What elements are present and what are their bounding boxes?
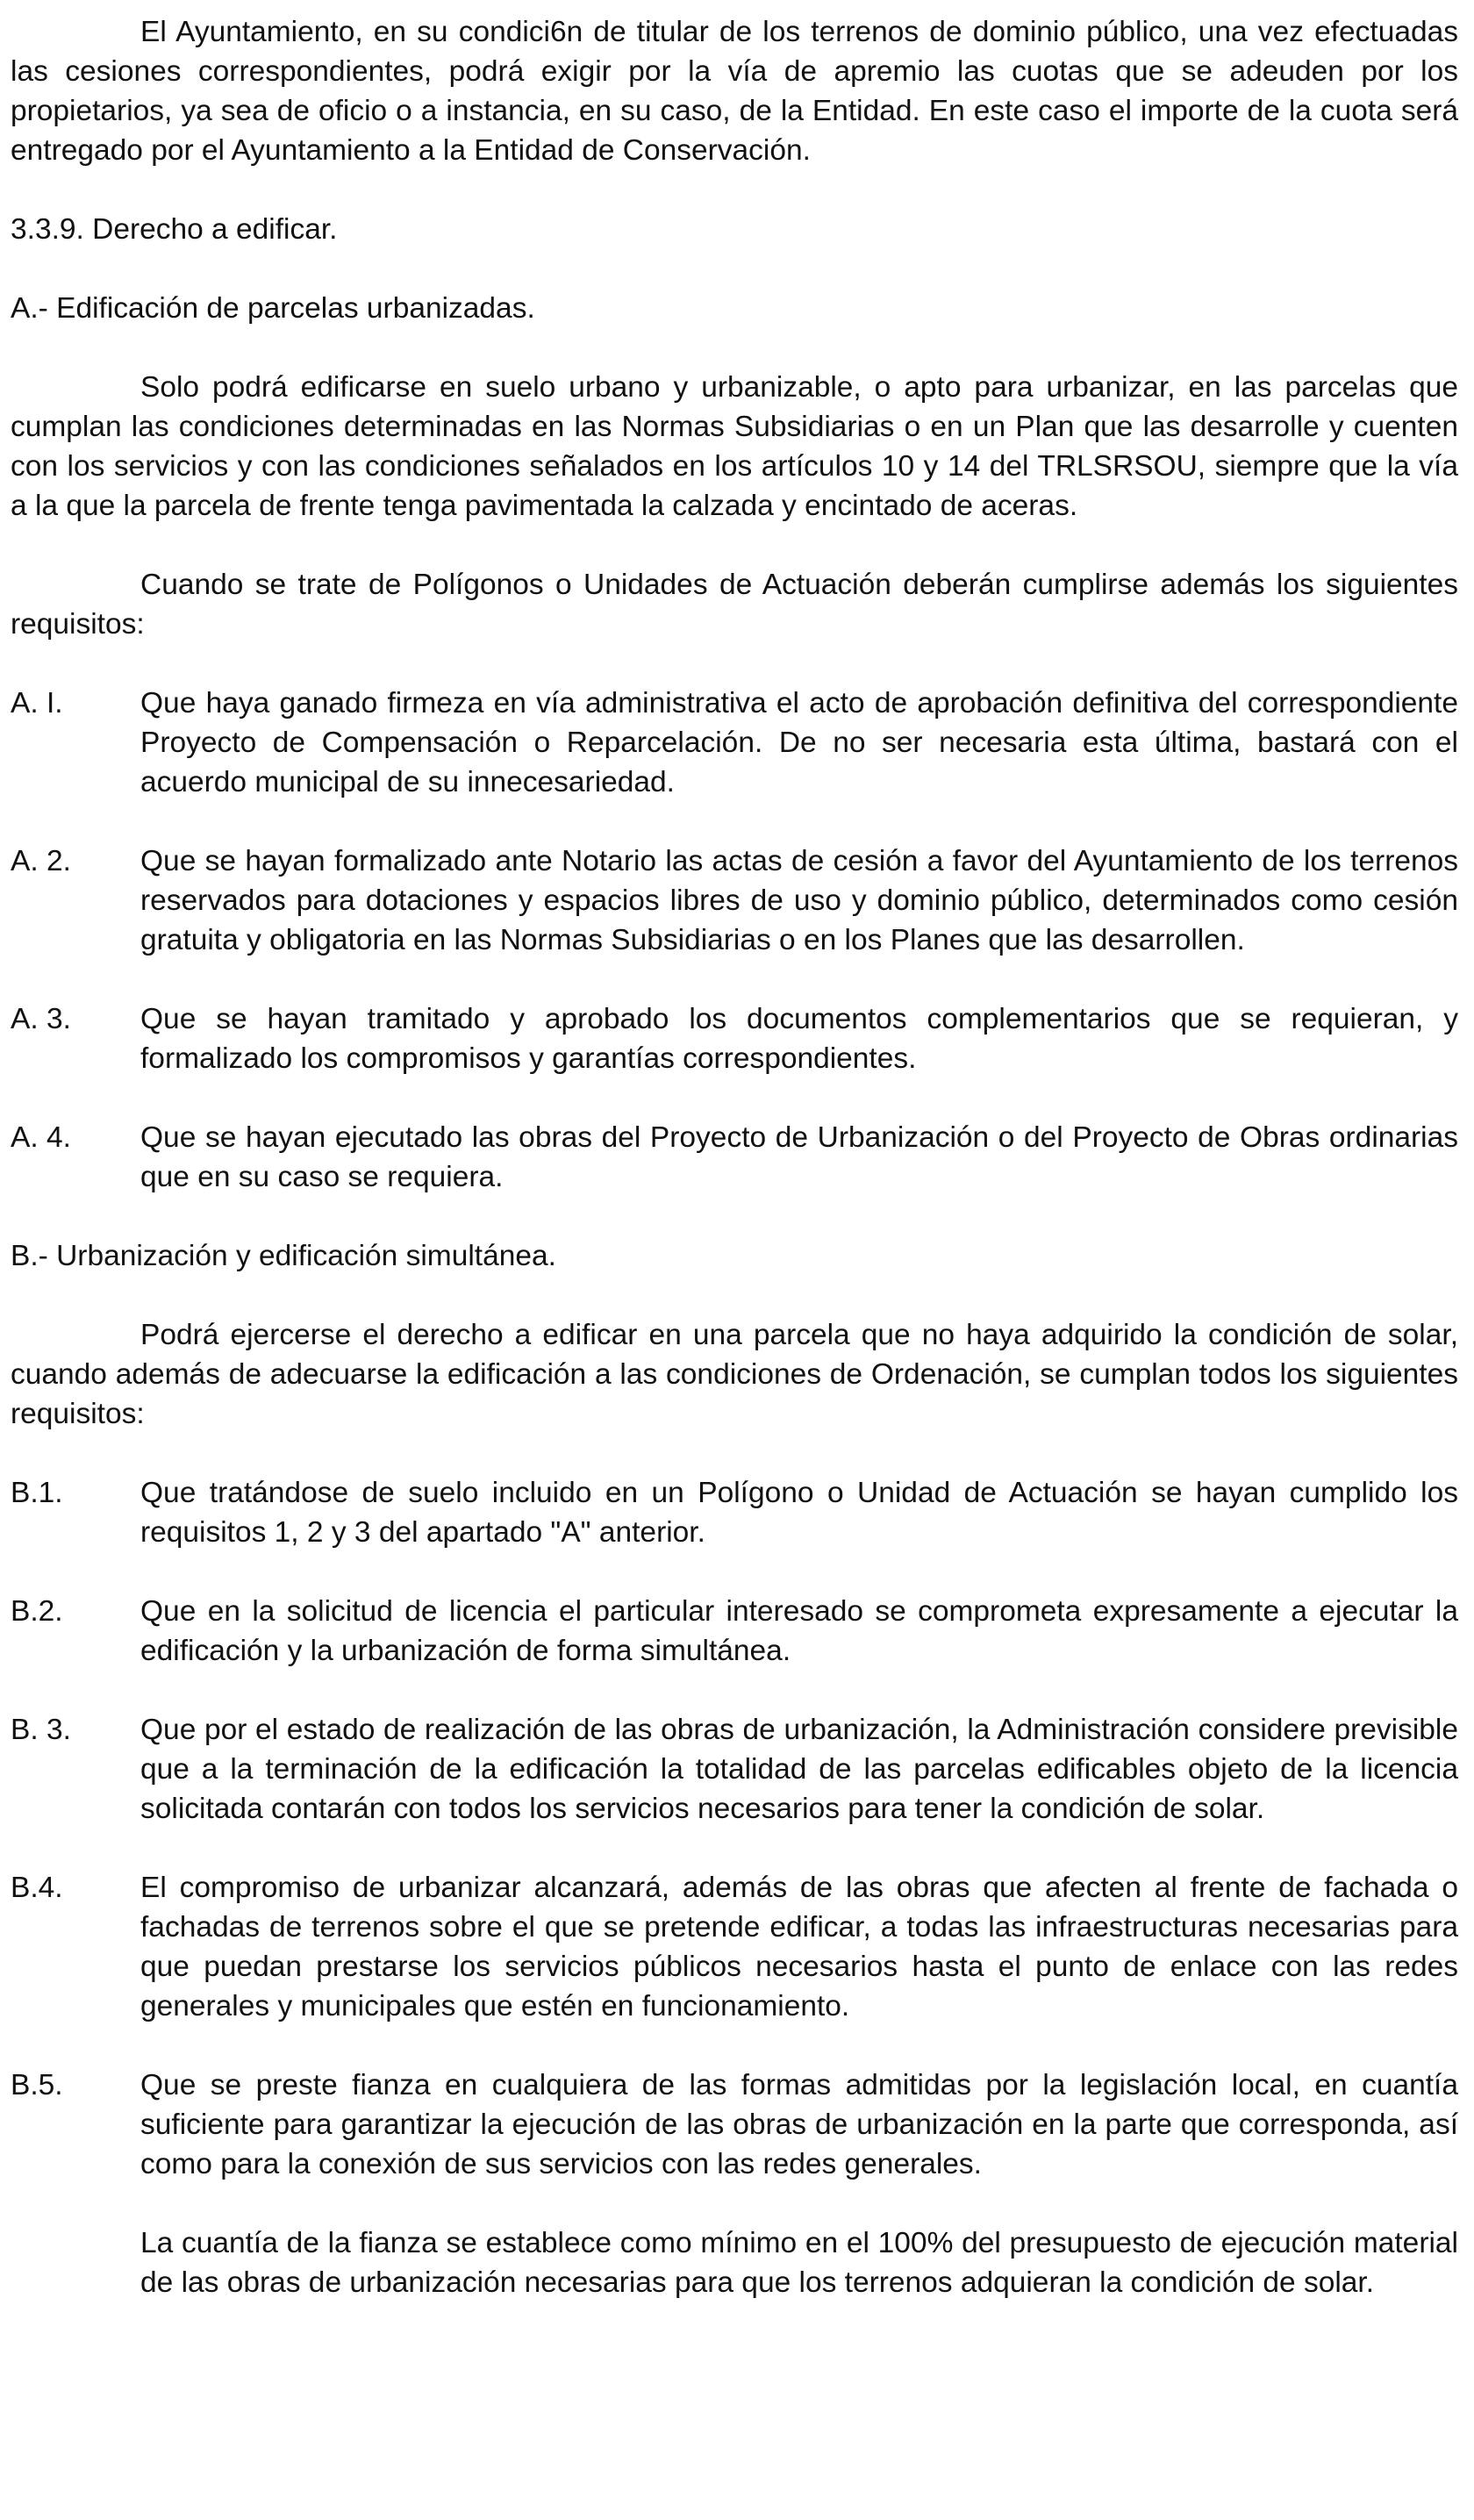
list-item-a3 bbox=[11, 999, 1458, 1078]
list-item-b3 bbox=[11, 1710, 1458, 1829]
list-item-text: Que por el estado de realización de las obras de urbanización, la Administración considere previsible que a la terminación de la edificación la totalidad de las parcelas edificables objeto de la licencia solicitada contarán con todos los servicios necesarios para tener la condición de solar. bbox=[140, 1714, 1458, 1825]
list-item-a2 bbox=[11, 841, 1458, 960]
list-item-text: Que se hayan formalizado ante Notario las actas de cesión a favor del Ayuntamiento de los terrenos reservados para dotaciones y espacios libres de uso y dominio público, determinados como cesión gratuita y obligatoria en las Normas Subsidiarias o en los Planes que las desarrollen. bbox=[140, 845, 1458, 956]
intro-paragraph: El Ayuntamiento, en su condici6n de titular de los terrenos de dominio público, una vez efectuadas las cesiones correspondientes, podrá exigir por la vía de apremio las cuotas que se adeuden por los propietarios, ya sea de oficio o a instancia, en su caso, de la Entidad. En este caso el importe de la cuota será entregado por el Ayuntamiento a la Entidad de Conservación. bbox=[11, 16, 1458, 167]
list-item-text: Que haya ganado firmeza en vía administrativa el acto de aprobación definitiva del correspondiente Proyecto de Compensación o Reparcelación. De no ser necesaria esta última, bastará con el acuerdo municipal de su innecesariedad. bbox=[140, 687, 1458, 798]
list-item-label: B.5. bbox=[11, 2069, 63, 2101]
document-page bbox=[11, 12, 1458, 2302]
list-item-label: A. I. bbox=[11, 687, 63, 719]
list-item-text: Que se hayan ejecutado las obras del Proyecto de Urbanización o del Proyecto de Obras ordinarias que en su caso se requiera. bbox=[140, 1121, 1458, 1193]
list-item-label: B.1. bbox=[11, 1477, 63, 1509]
list-item-label: A. 3. bbox=[11, 1003, 71, 1035]
list-item-text: El compromiso de urbanizar alcanzará, además de las obras que afecten al frente de fachada o fachadas de terrenos sobre el que se pretende edificar, a todas las infraestructuras necesarias para que puedan prestarse los servicios públicos necesarios hasta el punto de enlace con las redes generales y municipales que estén en funcionamiento. bbox=[140, 1872, 1458, 2022]
list-item-label: B.2. bbox=[11, 1595, 63, 1628]
subsection-b-heading: B.- Urbanización y edificación simultánea. bbox=[11, 1240, 556, 1272]
list-item-label: A. 2. bbox=[11, 845, 71, 877]
subsection-a-requirements-intro: Cuando se trate de Polígonos o Unidades de Actuación deberán cumplirse además los siguientes requisitos: bbox=[11, 569, 1458, 641]
subsection-b-paragraph: Podrá ejercerse el derecho a edificar en una parcela que no haya adquirido la condición de solar, cuando además de adecuarse la edificación a las condiciones de Ordenación, se cumplan todos los siguientes requisitos: bbox=[11, 1319, 1458, 1430]
list-item-b1 bbox=[11, 1473, 1458, 1552]
list-item-text: Que en la solicitud de licencia el particular interesado se comprometa expresamente a ejecutar la edificación y la urbanización de forma simultánea. bbox=[140, 1595, 1458, 1667]
subsection-a-heading: A.- Edificación de parcelas urbanizadas. bbox=[11, 292, 535, 325]
list-item-text: Que se hayan tramitado y aprobado los documentos complementarios que se requieran, y formalizado los compromisos y garantías correspondientes. bbox=[140, 1003, 1458, 1075]
subsection-a-paragraph: Solo podrá edificarse en suelo urbano y urbanizable, o apto para urbanizar, en las parcelas que cumplan las condiciones determinadas en las Normas Subsidiarias o en un Plan que las desarrolle y cuenten con los servicios y con las condiciones señalados en los artículos 10 y 14 del TRLSRSOU, siempre que la vía a la que la parcela de frente tenga pavimentada la calzada y encintado de aceras. bbox=[11, 371, 1458, 522]
list-item-a1 bbox=[11, 684, 1458, 802]
list-item-text: Que tratándose de suelo incluido en un Polígono o Unidad de Actuación se hayan cumplido los requisitos 1, 2 y 3 del apartado "A" anterior. bbox=[140, 1477, 1458, 1549]
list-item-b2 bbox=[11, 1592, 1458, 1671]
list-item-text: Que se preste fianza en cualquiera de las formas admitidas por la legislación local, en cuantía suficiente para garantizar la ejecución de las obras de urbanización en la parte que corresponda, así como para la conexión de sus servicios con las redes generales. bbox=[140, 2069, 1458, 2180]
list-item-a4 bbox=[11, 1118, 1458, 1197]
list-item-label: B.4. bbox=[11, 1872, 63, 1904]
bond-amount-paragraph: La cuantía de la fianza se establece como mínimo en el 100% del presupuesto de ejecución material de las obras de urbanización necesarias para que los terrenos adquieran la condición de solar. bbox=[140, 2227, 1458, 2299]
list-item-b4 bbox=[11, 1868, 1458, 2026]
list-item-label: A. 4. bbox=[11, 1121, 71, 1154]
section-heading: 3.3.9. Derecho a edificar. bbox=[11, 213, 338, 246]
list-item-label: B. 3. bbox=[11, 1714, 71, 1746]
list-item-b5 bbox=[11, 2065, 1458, 2184]
